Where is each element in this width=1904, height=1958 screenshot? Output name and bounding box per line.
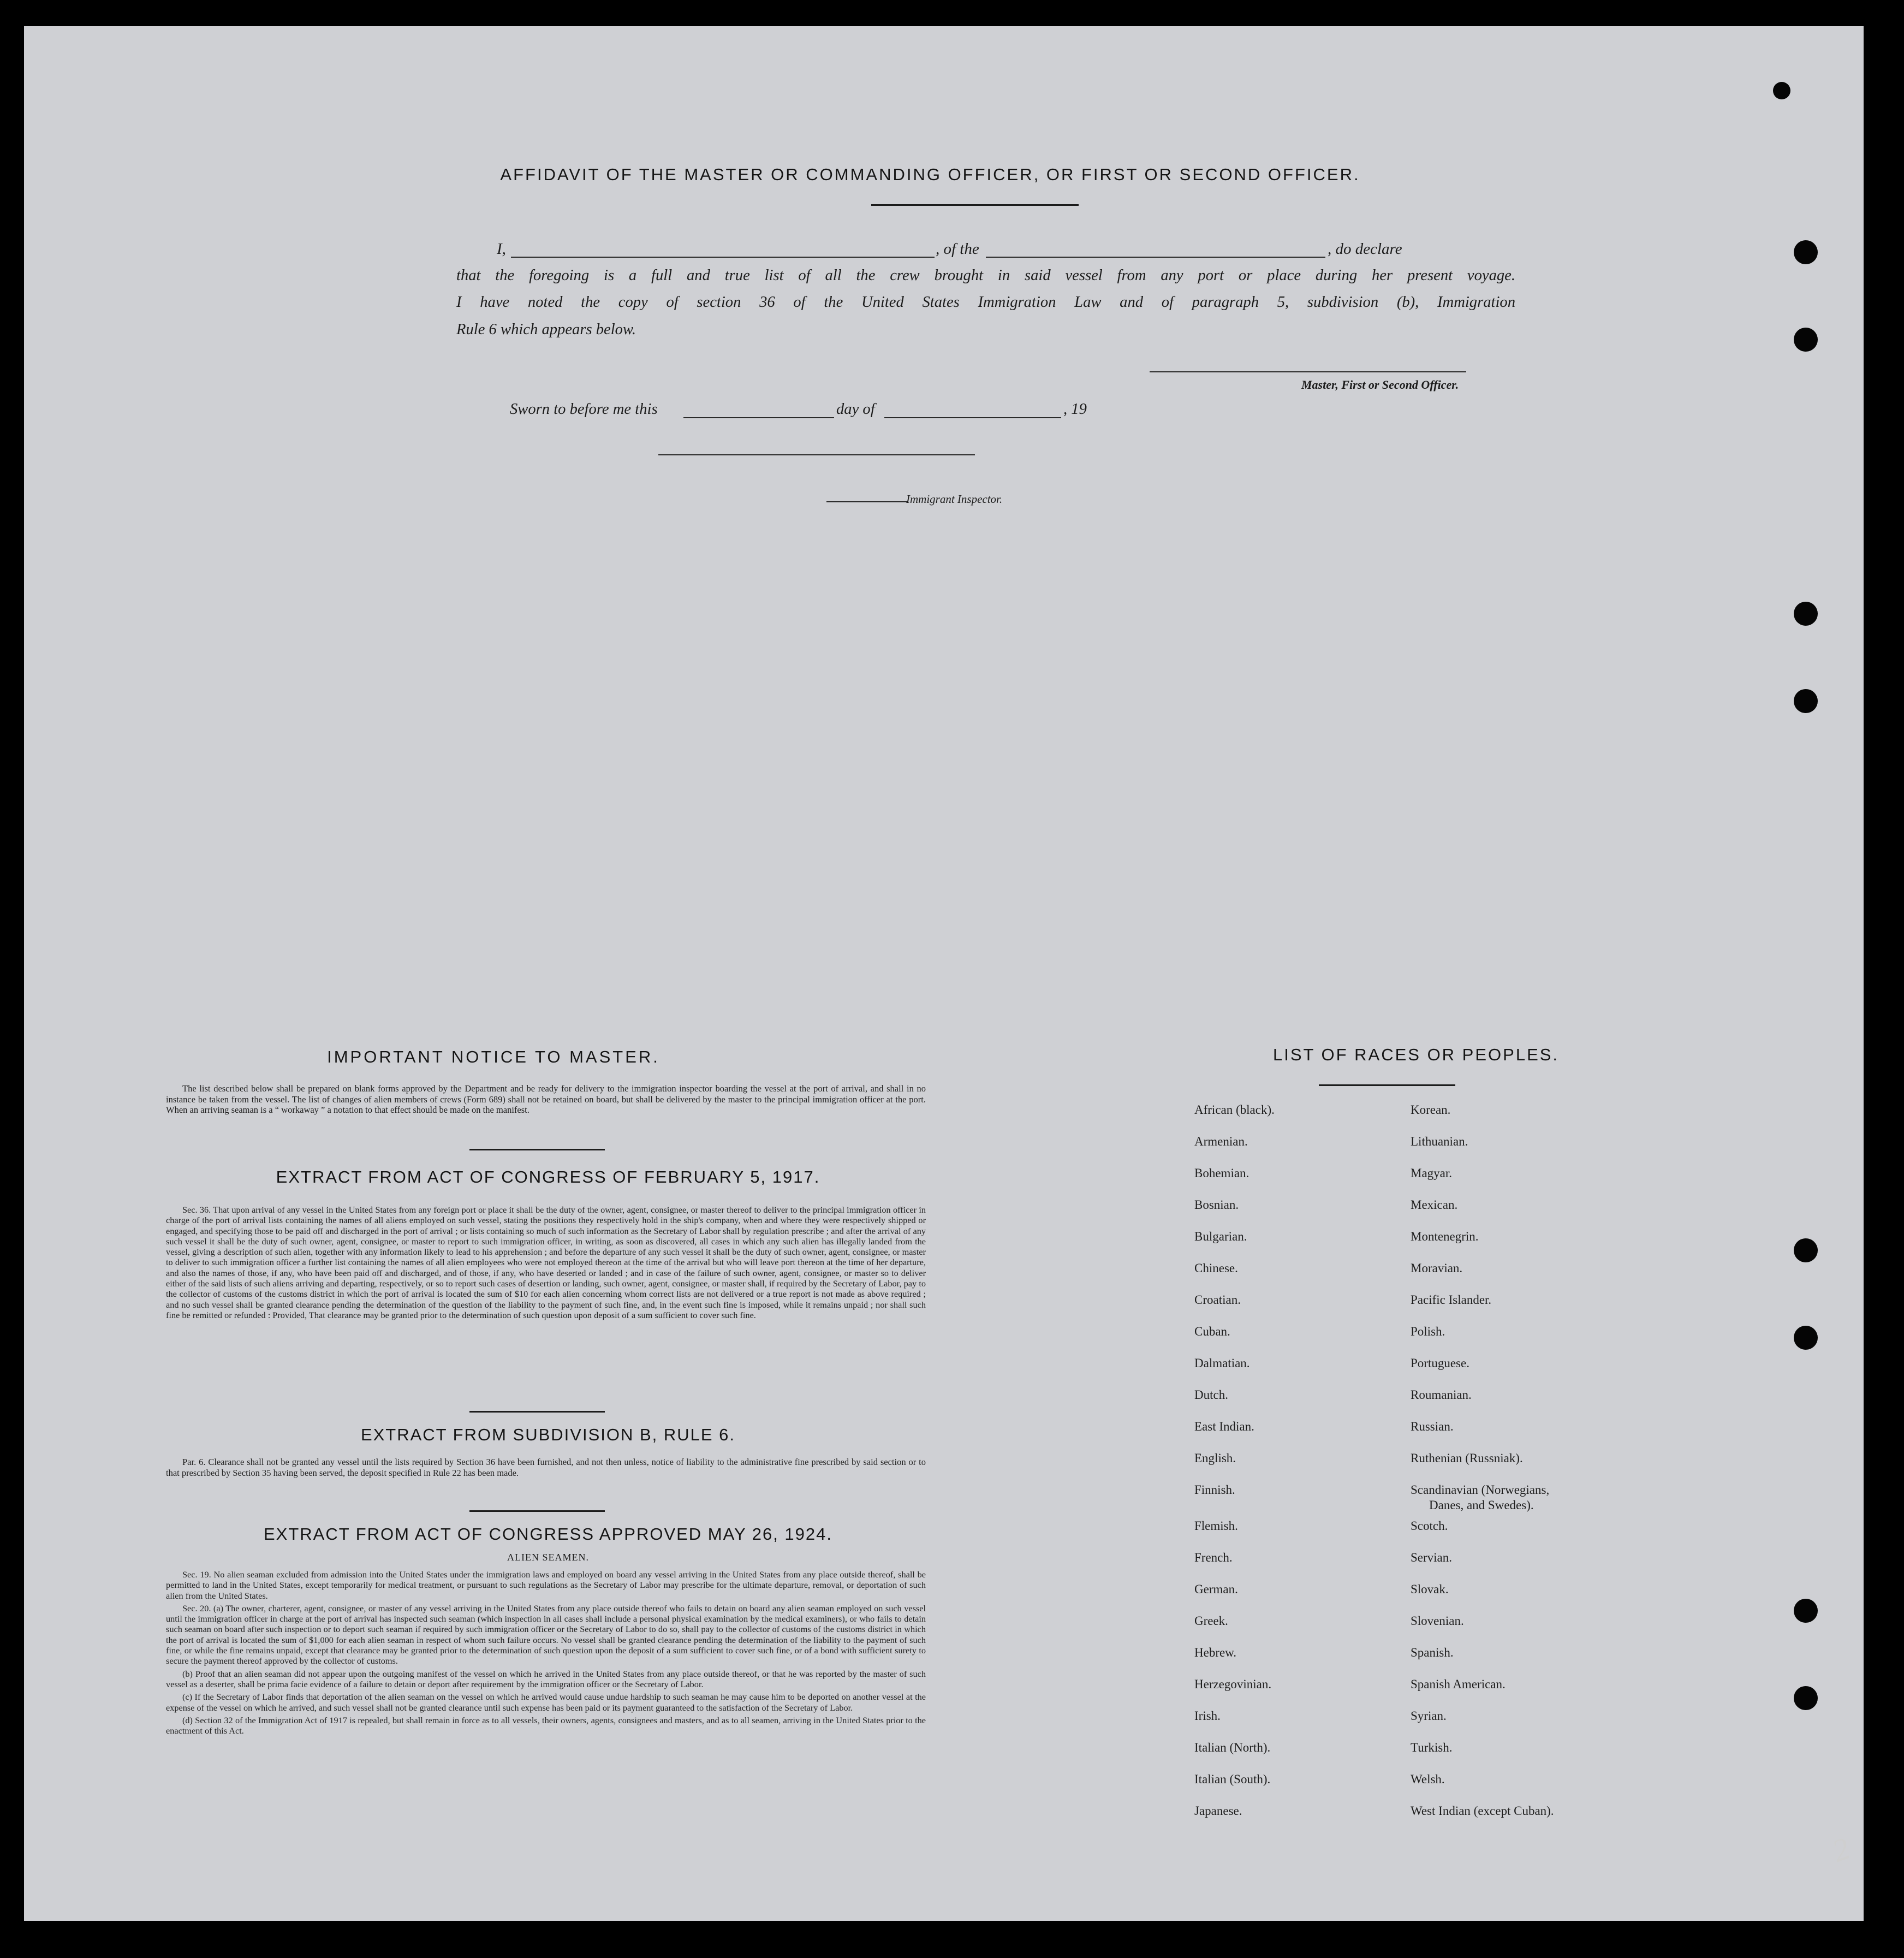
race-item: Armenian. xyxy=(1194,1135,1248,1148)
races-rule xyxy=(1319,1084,1455,1086)
race-item: Russian. xyxy=(1411,1420,1454,1433)
notice-body: The list described below shall be prepared on blank forms approved by the Department and be ready for delivery to the immigration inspector boarding the vessel at the port of arrival, and shall in no instance be taken from the vessel. The list of changes of alien members of crews (Form 689) shall not be retained on board, but shall be delivered by the master to the principal immigration officer at the port. When an arriving seaman is a “ workaway ” a notation to that effect should be made on the manifest. xyxy=(166,1083,926,1115)
race-item: Danes, and Swedes). xyxy=(1429,1498,1534,1512)
inspector-short-line xyxy=(826,501,908,502)
race-item: African (black). xyxy=(1194,1103,1275,1117)
race-item: German. xyxy=(1194,1582,1238,1596)
race-item: English. xyxy=(1194,1451,1236,1465)
affidavit-line-2: that the foregoing is a full and true list of all the crew brought in said vessel from any port or place during her present voyage. xyxy=(456,267,1515,284)
race-item: Slovenian. xyxy=(1411,1614,1464,1628)
rule-6-rule xyxy=(469,1510,605,1512)
race-item: Spanish. xyxy=(1411,1646,1454,1659)
title-rule xyxy=(871,204,1079,206)
race-item: Bosnian. xyxy=(1194,1198,1239,1212)
extract-1924-title: EXTRACT FROM ACT OF CONGRESS APPROVED MAY 26, 1924. xyxy=(263,1524,833,1544)
race-item: Syrian. xyxy=(1411,1709,1447,1723)
affidavit-line-3: I have noted the copy of section 36 of the United States Immigration Law and of paragraph 5, subdivision (b), Immigration xyxy=(456,294,1515,311)
race-item: Montenegrin. xyxy=(1411,1230,1479,1243)
race-item: Magyar. xyxy=(1411,1166,1453,1180)
master-signature-line[interactable] xyxy=(1150,371,1466,372)
alien-seamen-subtitle: ALIEN SEAMEN. xyxy=(507,1552,589,1563)
notice-rule xyxy=(469,1149,605,1150)
sworn-line xyxy=(510,401,1165,423)
binder-hole xyxy=(1794,1238,1818,1262)
of-the-label: , of the xyxy=(936,240,979,258)
extract-1924-body xyxy=(166,1569,926,1736)
race-item: Polish. xyxy=(1411,1325,1445,1338)
race-item: Finnish. xyxy=(1194,1483,1235,1497)
race-item: Chinese. xyxy=(1194,1261,1238,1275)
race-item: Italian (North). xyxy=(1194,1741,1271,1754)
race-item: Ruthenian (Russniak). xyxy=(1411,1451,1523,1465)
race-item: Lithuanian. xyxy=(1411,1135,1468,1148)
affidavit-line-4: Rule 6 which appears below. xyxy=(456,321,636,338)
rule-6-body: Par. 6. Clearance shall not be granted any vessel until the lists required by Section 36 have been furnished, and not then unless, notice of liability to the administrative fine prescribed by said section or to that prescribed by Section 35 having been served, the deposit specified in Rule 22 has been made. xyxy=(166,1457,926,1478)
notice-title: IMPORTANT NOTICE TO MASTER. xyxy=(327,1047,660,1066)
sworn-month-field[interactable] xyxy=(884,417,1061,418)
rule-6-title: EXTRACT FROM SUBDIVISION B, RULE 6. xyxy=(360,1425,736,1444)
race-item: Bohemian. xyxy=(1194,1166,1249,1180)
race-item: Dutch. xyxy=(1194,1388,1228,1402)
declarant-name-field[interactable] xyxy=(511,257,935,258)
declare-label: , do declare xyxy=(1328,240,1402,258)
page-mark: 2 xyxy=(1827,1830,1855,1869)
race-item: Dalmatian. xyxy=(1194,1356,1250,1370)
vessel-name-field[interactable] xyxy=(986,257,1325,258)
race-item: Spanish American. xyxy=(1411,1677,1506,1691)
binder-hole xyxy=(1794,1686,1818,1710)
race-item: Greek. xyxy=(1194,1614,1228,1628)
extract-1917-title: EXTRACT FROM ACT OF CONGRESS OF FEBRUARY 5, 1917. xyxy=(276,1167,820,1186)
race-item: Hebrew. xyxy=(1194,1646,1237,1659)
sec-20d-text: (d) Section 32 of the Immigration Act of 1917 is repealed, but shall remain in force as to all vessels, their owners, agents, consignees and masters, and as to all seamen, arriving in the United States prior to the enactment of this Act. xyxy=(166,1714,926,1736)
binder-hole xyxy=(1794,1326,1818,1350)
year-label: , 19 xyxy=(1063,401,1087,418)
inspector-signature-line[interactable] xyxy=(658,454,975,455)
affidavit-line-1 xyxy=(477,240,1514,262)
race-item: West Indian (except Cuban). xyxy=(1411,1804,1554,1818)
race-item: Slovak. xyxy=(1411,1582,1449,1596)
race-item: Italian (South). xyxy=(1194,1772,1271,1786)
binder-hole xyxy=(1794,1599,1818,1623)
race-item: Scandinavian (Norwegians, xyxy=(1411,1483,1550,1497)
punch-mark xyxy=(1773,82,1790,99)
declarant-prefix: I, xyxy=(497,240,506,258)
race-item: Pacific Islander. xyxy=(1411,1293,1492,1307)
extract-1917-rule xyxy=(469,1411,605,1413)
race-item: Croatian. xyxy=(1194,1293,1241,1307)
race-item: Cuban. xyxy=(1194,1325,1230,1338)
sec-19-text: Sec. 19. No alien seaman excluded from admission into the United States under the immigration laws and employed on board any vessel arriving in the United States from any place outside thereof, shall be permitted to land in the United States, except temporarily for medical treatment, or pursuant to such regulations as the Secretary of Labor may prescribe for the ultimate departure, removal, or deportation of such alien from the United States. xyxy=(166,1569,926,1601)
day-of-label: day of xyxy=(836,401,875,418)
race-item: Mexican. xyxy=(1411,1198,1458,1212)
form-page xyxy=(24,26,1864,1921)
inspector-label: Immigrant Inspector. xyxy=(906,493,1003,506)
race-item: Herzegovinian. xyxy=(1194,1677,1272,1691)
binder-hole xyxy=(1794,689,1818,713)
race-item: Welsh. xyxy=(1411,1772,1445,1786)
binder-hole xyxy=(1794,602,1818,626)
race-item: Portuguese. xyxy=(1411,1356,1469,1370)
binder-hole xyxy=(1794,328,1818,352)
race-item: Scotch. xyxy=(1411,1519,1448,1533)
race-item: Irish. xyxy=(1194,1709,1221,1723)
affidavit-title: AFFIDAVIT OF THE MASTER OR COMMANDING OFFICER, OR FIRST OR SECOND OFFICER. xyxy=(500,165,1360,184)
races-title: LIST OF RACES OR PEOPLES. xyxy=(1272,1045,1560,1064)
race-item: Roumanian. xyxy=(1411,1388,1472,1402)
race-item: Bulgarian. xyxy=(1194,1230,1247,1243)
sworn-day-field[interactable] xyxy=(683,417,834,418)
race-item: Turkish. xyxy=(1411,1741,1453,1754)
extract-1917-body: Sec. 36. That upon arrival of any vessel in the United States from any foreign port or place it shall be the duty of the owner, agent, consignee, or master thereof to deliver to the principal immigration officer in charge of the port of arrival lists containing the names of all aliens employed on such vessel, stating the positions they respectively hold in the ship's company, when and where they were respectively shipped or engaged, and specifying those to be paid off and discharged in the port of arrival ; or lists containing so much of such information as the Secretary of Labor shall by regulation prescribe ; and after the arrival of any such vessel it shall be the duty of such owner, agent, consignee, or master to report to such immigration officer, in writing, as soon as discovered, all cases in which any such alien has illegally landed from the vessel, giving a description of such alien, together with any information likely to lead to his apprehension ; and before the departure of any such vessel it shall be the duty of such owner, agent, consignee, or master to deliver to such immigration officer a further list containing the names of all alien employees who were not employed thereon at the time of the arrival but who will leave port thereon at the time of her departure, and also the names of those, if any, who have been paid off and discharged, and of those, if any, who have deserted or landed ; and in case of the failure of such owner, agent, consignee, or master so to deliver either of the said lists of such aliens arriving and departing, respectively, or so to report such cases of desertion or landing, such owner, agent, consignee, or master shall, if required by the Secretary of Labor, pay to the collector of customs of the customs district in which the port of arrival is located the sum of $10 for each alien concerning whom correct lists are not delivered or a true report is not made as above required ; and no such vessel shall be granted clearance pending the determination of the question of the liability to the payment of such fine, and, in the event such fine is imposed, while it remains unpaid ; nor shall such fine be remitted or refunded : Provided, That clearance may be granted prior to the determination of such question upon deposit of a sum sufficient to cover such fine. xyxy=(166,1205,926,1320)
race-item: Korean. xyxy=(1411,1103,1451,1117)
master-signature-label: Master, First or Second Officer. xyxy=(1301,378,1459,391)
binder-hole xyxy=(1794,240,1818,264)
race-item: East Indian. xyxy=(1194,1420,1254,1433)
race-item: Japanese. xyxy=(1194,1804,1242,1818)
sec-20c-text: (c) If the Secretary of Labor finds that deportation of the alien seaman on the vessel on which he arrived would cause undue hardship to such seaman he may cause him to be deported on another vessel at the expense of the vessel on which he arrived, and such vessel shall not be granted clearance until such expense has been paid or its payment guaranteed to the satisfaction of the Secretary of Labor. xyxy=(166,1692,926,1713)
sec-20a-text: Sec. 20. (a) The owner, charterer, agent, consignee, or master of any vessel arriving in the United States from any place outside thereof who fails to detain on board any alien seaman employed on such vessel until the immigration officer in charge at the port of arrival has inspected such seaman (which inspection in all cases shall include a personal physical examination by the medical examiners), or who fails to detain such seaman on board after such inspection or to deport such seaman if required by such immigration officer or the Secretary of Labor to do so, shall pay to the collector of customs of the customs district in which the port of arrival is located the sum of $1,000 for each alien seaman in respect of whom such failure occurs. No vessel shall be granted clearance pending the determination of the liability to the payment of such fine, or while the fine remains unpaid, except that clearance may be granted prior to the determination of such question upon the deposit of a sum sufficient to cover such fine, or of a bond with sufficient surety to secure the payment thereof approved by the collector of customs. xyxy=(166,1603,926,1666)
sec-20b-text: (b) Proof that an alien seaman did not appear upon the outgoing manifest of the vessel on which he arrived in the United States from any place outside thereof, or that he was reported by the master of such vessel as a deserter, shall be prima facie evidence of a failure to detain or deport after requirement by the immigration officer or the Secretary of Labor. xyxy=(166,1668,926,1689)
race-item: Servian. xyxy=(1411,1551,1453,1564)
sworn-prefix: Sworn to before me this xyxy=(510,401,658,418)
race-item: Flemish. xyxy=(1194,1519,1238,1533)
race-item: French. xyxy=(1194,1551,1233,1564)
race-item: Moravian. xyxy=(1411,1261,1463,1275)
